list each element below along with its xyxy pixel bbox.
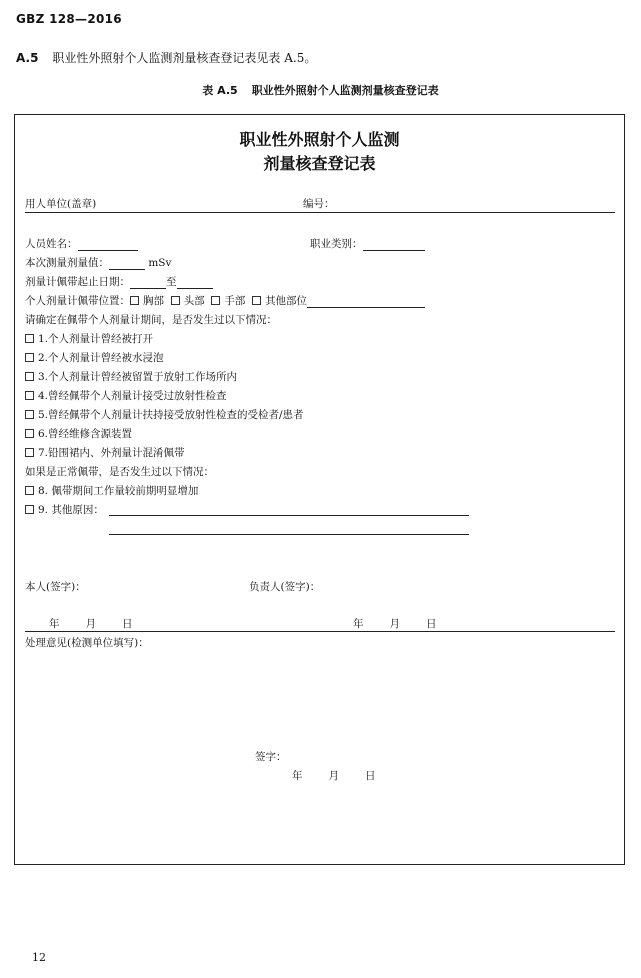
position-row <box>25 294 425 308</box>
dose-unit: mSv <box>148 257 172 269</box>
position-head-label: 头部 <box>183 295 205 307</box>
check-item-4-label: 4.曾经佩带个人剂量计接受过放射性检查 <box>38 390 227 402</box>
opinion-sign-label: 签字： <box>255 751 287 763</box>
check-item-9-box[interactable] <box>25 505 34 514</box>
supervisor-sign-label: 负责人(签字)： <box>249 581 321 593</box>
dose-field[interactable] <box>109 258 145 270</box>
employer-divider <box>25 212 615 213</box>
registration-form <box>14 114 625 865</box>
check-item-2-box[interactable] <box>25 353 34 362</box>
self-date-month: 月 <box>85 618 96 630</box>
signature-divider <box>25 631 615 632</box>
form-title-line1: 职业性外照射个人监测 <box>239 130 400 149</box>
position-other-label: 其他部位 <box>265 295 308 307</box>
check-item-6 <box>25 427 132 441</box>
self-date <box>49 617 133 631</box>
intro-number: A.5 <box>16 51 39 65</box>
check-item-4-box[interactable] <box>25 391 34 400</box>
self-date-year: 年 <box>49 618 60 630</box>
question-1: 请确定在佩带个人剂量计期间，是否发生过以下情况： <box>25 314 277 326</box>
check-item-7-label: 7.铅围裙内、外剂量计混淆佩带 <box>38 447 185 459</box>
name-label: 人员姓名： <box>25 238 78 250</box>
check-item-3-label: 3.个人剂量计曾经被留置于放射工作场所内 <box>38 371 238 383</box>
period-start-field[interactable] <box>130 277 166 289</box>
caption-number: 表 A.5 <box>202 84 238 97</box>
check-item-1 <box>25 332 153 346</box>
check-item-8 <box>25 484 198 498</box>
supervisor-date-month: 月 <box>389 618 400 630</box>
period-end-field[interactable] <box>177 277 213 289</box>
check-item-5-label: 5.曾经佩带个人剂量计扶持接受放射性检查的受检者/患者 <box>38 409 304 421</box>
check-item-7-box[interactable] <box>25 448 34 457</box>
standard-code: GBZ 128—2016 <box>16 12 122 26</box>
caption-text: 职业性外照射个人监测剂量核查登记表 <box>251 84 439 97</box>
position-label: 个人剂量计佩带位置： <box>25 295 130 307</box>
position-chest-label: 胸部 <box>143 295 164 307</box>
position-hand-label: 手部 <box>224 295 246 307</box>
self-sign-label: 本人(签字)： <box>25 581 86 593</box>
position-other-field[interactable] <box>307 296 425 308</box>
check-item-8-label: 8. 佩带期间工作量较前期明显增加 <box>38 485 199 497</box>
position-hand-checkbox[interactable] <box>211 296 220 305</box>
category-label: 职业类别： <box>310 238 363 250</box>
supervisor-date-day: 日 <box>426 618 437 630</box>
supervisor-date <box>353 617 437 631</box>
check-item-7 <box>25 446 185 460</box>
check-item-3 <box>25 370 237 384</box>
employer-label: 用人单位(盖章) <box>25 198 97 210</box>
intro-paragraph <box>16 49 316 66</box>
check-item-1-box[interactable] <box>25 334 34 343</box>
check-item-6-label: 6.曾经维修含源装置 <box>38 428 133 440</box>
period-to: 至 <box>166 276 177 288</box>
other-reason-line-2[interactable] <box>109 534 469 535</box>
check-item-5-box[interactable] <box>25 410 34 419</box>
category-row <box>310 237 425 251</box>
check-item-2-label: 2.个人剂量计曾经被水浸泡 <box>38 352 164 364</box>
check-item-9-label: 9. 其他原因： <box>38 504 104 516</box>
check-item-6-box[interactable] <box>25 429 34 438</box>
intro-text: 职业性外照射个人监测剂量核查登记表见表 A.5。 <box>52 51 317 65</box>
period-label: 剂量计佩带起止日期： <box>25 276 130 288</box>
self-date-day: 日 <box>122 618 133 630</box>
check-item-4 <box>25 389 227 403</box>
check-item-3-box[interactable] <box>25 372 34 381</box>
check-item-2 <box>25 351 164 365</box>
name-field[interactable] <box>78 239 138 251</box>
period-row <box>25 275 213 289</box>
position-other-checkbox[interactable] <box>252 296 261 305</box>
check-item-1-label: 1.个人剂量计曾经被打开 <box>38 333 154 345</box>
form-title-line2: 剂量核查登记表 <box>263 154 376 173</box>
dose-row <box>25 256 171 270</box>
category-field[interactable] <box>363 239 425 251</box>
dose-label: 本次测量剂量值： <box>25 257 109 269</box>
opinion-date-month: 月 <box>328 770 339 782</box>
other-reason-line-1[interactable] <box>109 515 469 516</box>
check-item-8-box[interactable] <box>25 486 34 495</box>
opinion-label: 处理意见(检测单位填写)： <box>25 637 149 649</box>
serial-label: 编号： <box>303 198 335 210</box>
opinion-date-year: 年 <box>292 770 303 782</box>
position-chest-checkbox[interactable] <box>130 296 139 305</box>
check-item-9 <box>25 503 104 517</box>
opinion-date <box>292 769 376 783</box>
supervisor-date-year: 年 <box>353 618 364 630</box>
check-item-5 <box>25 408 304 422</box>
name-row <box>25 237 138 251</box>
opinion-date-day: 日 <box>365 770 376 782</box>
position-head-checkbox[interactable] <box>171 296 180 305</box>
question-2: 如果是正常佩带，是否发生过以下情况： <box>25 466 214 478</box>
page-number: 12 <box>32 951 46 964</box>
table-caption <box>0 82 641 98</box>
